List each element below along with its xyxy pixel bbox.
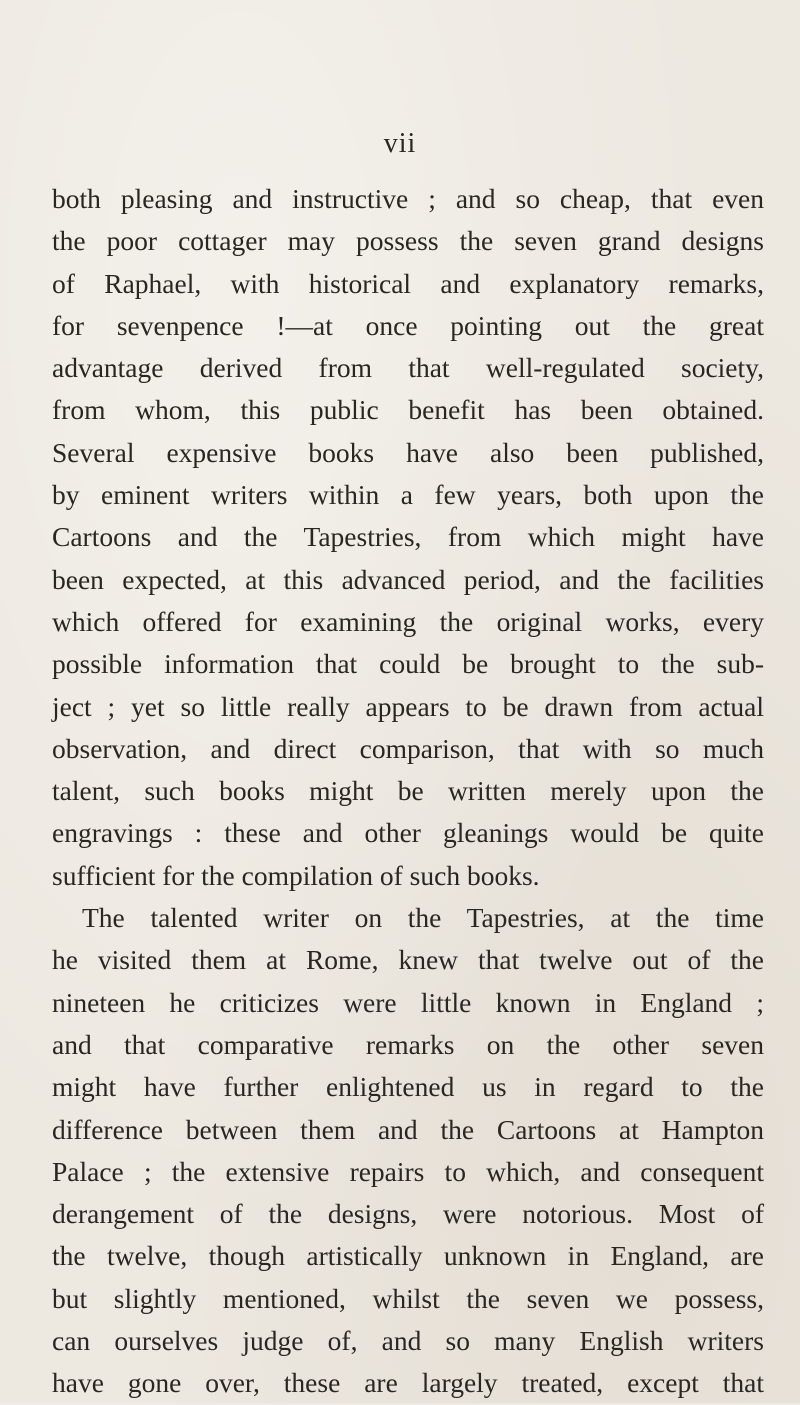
page-number: vii xyxy=(383,128,417,159)
text-line: he visited them at Rome, knew that twelve out of the xyxy=(52,944,764,976)
text-line: been expected, at this advanced period, and the facilities xyxy=(52,563,764,595)
text-line: both pleasing and instructive ; and so cheap, that even xyxy=(52,183,764,214)
text-line: Cartoons and the Tapestries, from which might have xyxy=(52,521,764,553)
text-line: nineteen he criticizes were little known in England ; xyxy=(52,986,764,1018)
text-line: difference between them and the Cartoons at Hampton xyxy=(52,1113,764,1145)
text-line: Several expensive books have also been published, xyxy=(52,436,764,468)
body-text xyxy=(52,178,764,1405)
text-line: for sevenpence !—at once pointing out the great xyxy=(52,309,764,341)
text-line: observation, and direct comparison, that with so much xyxy=(52,732,764,764)
text-line: which offered for examining the original works, every xyxy=(52,605,764,637)
text-line: might have further enlightened us in regard to the xyxy=(52,1071,764,1103)
text-line: possible information that could be brought to the sub- xyxy=(52,648,764,680)
text-line: by eminent writers within a few years, both upon the xyxy=(52,479,764,511)
text-line: from whom, this public benefit has been obtained. xyxy=(52,394,764,426)
text-line: of Raphael, with historical and explanatory remarks, xyxy=(52,267,764,299)
text-line: sufficient for the compilation of such books. xyxy=(52,859,540,891)
text-line: advantage derived from that well-regulated society, xyxy=(52,352,764,384)
text-line: derangement of the designs, were notorious. Most of xyxy=(52,1198,764,1230)
text-line: the twelve, though artistically unknown in England, are xyxy=(52,1240,764,1272)
text-line: have gone over, these are largely treated, except that xyxy=(52,1367,764,1399)
text-line: talent, such books might be written merely upon the xyxy=(52,775,764,807)
text-line: but slightly mentioned, whilst the seven we possess, xyxy=(52,1282,764,1314)
text-line: ject ; yet so little really appears to be drawn from actual xyxy=(52,690,764,722)
text-line: can ourselves judge of, and so many English writers xyxy=(52,1325,764,1357)
text-line: engravings : these and other gleanings would be quite xyxy=(52,817,764,849)
text-line: Palace ; the extensive repairs to which, and consequent xyxy=(52,1155,764,1187)
text-line: the poor cottager may possess the seven grand designs xyxy=(52,225,764,257)
text-line: The talented writer on the Tapestries, at the time xyxy=(82,902,764,934)
text-line: and that comparative remarks on the other seven xyxy=(52,1028,764,1060)
